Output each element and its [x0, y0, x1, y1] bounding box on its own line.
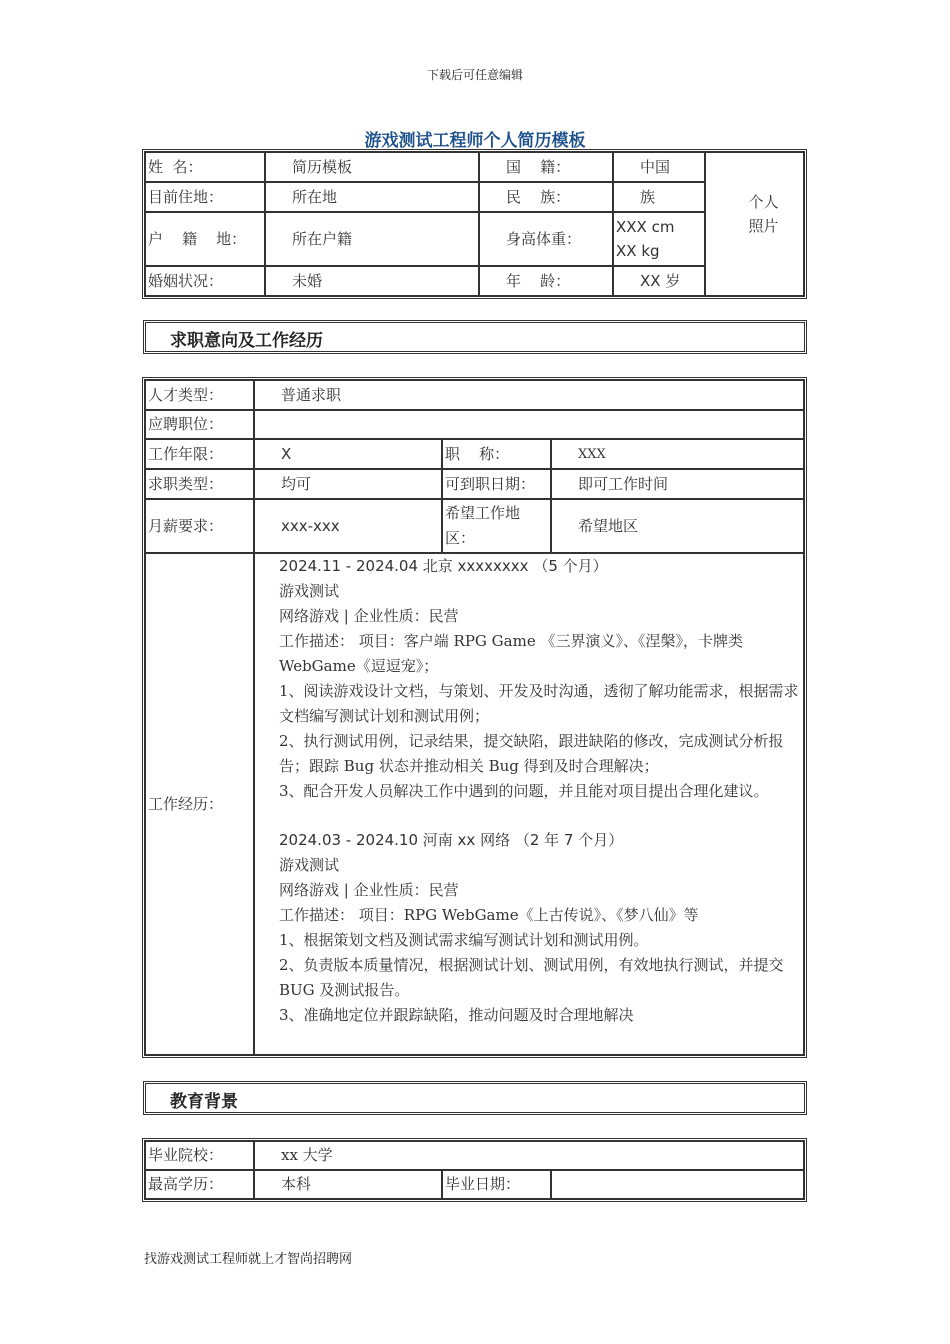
- exp1-item-2: 2、执行测试用例，记录结果，提交缺陷，跟进缺陷的修改，完成测试分析报告；跟踪 Bug 状态并推动相关 Bug 得到及时合理解决；: [279, 732, 784, 775]
- name-value: 简历模板: [265, 152, 479, 182]
- position-label: 应聘职位：: [145, 410, 254, 439]
- ethnicity-value: 族: [613, 182, 705, 212]
- height-weight-label: 身高体重：: [479, 212, 613, 266]
- exp1-item-1: 1、阅读游戏设计文档，与策划、开发及时沟通，透彻了解功能需求，根据需求文档编写测试计划和测试用例；: [279, 682, 799, 725]
- job-type-label: 求职类型：: [145, 469, 254, 499]
- weight-value: XX kg: [616, 242, 660, 260]
- school-label: 毕业院校：: [145, 1141, 254, 1170]
- name-label: 姓 名：: [145, 152, 265, 182]
- personal-info-table: [142, 149, 807, 299]
- grad-date-label: 毕业日期：: [442, 1170, 551, 1199]
- section-job-title: 求职意向及工作经历: [170, 331, 323, 351]
- location-label: 希望工作地区：: [442, 499, 551, 553]
- header-note: 下载后可任意编辑: [426, 68, 523, 82]
- nationality-value: 中国: [613, 152, 705, 182]
- talent-type-value: 普通求职: [254, 380, 804, 410]
- exp2-header: 2024.03 - 2024.10 河南 xx 网络 （2 年 7 个月）: [279, 831, 624, 849]
- location-value: 希望地区: [551, 499, 804, 553]
- grad-date-value: [551, 1170, 804, 1199]
- degree-label: 最高学历：: [145, 1170, 254, 1199]
- experience-content: [254, 553, 804, 1055]
- exp1-item-3: 3、配合开发人员解决工作中遇到的问题，并且能对项目提出合理化建议。: [279, 782, 769, 800]
- hukou-label: 户 籍 地：: [145, 212, 265, 266]
- salary-label: 月薪要求：: [145, 499, 254, 553]
- hukou-value: 所在户籍: [265, 212, 479, 266]
- start-date-value: 即可工作时间: [551, 469, 804, 499]
- title-label: 职 称：: [442, 439, 551, 469]
- experience-label: 工作经历：: [145, 553, 254, 1055]
- height-weight-value: [613, 212, 705, 266]
- exp1-desc: 工作描述： 项目：客户端 RPG Game 《三界演义》、《涅槃》，卡牌类 WebGame《逗逗宠》；: [279, 632, 743, 675]
- school-value: xx 大学: [254, 1141, 804, 1170]
- title-value: XXX: [551, 439, 804, 469]
- years-value: X: [254, 439, 442, 469]
- job-type-value: 均可: [254, 469, 442, 499]
- marital-value: 未婚: [265, 266, 479, 296]
- start-date-label: 可到职日期：: [442, 469, 551, 499]
- exp2-item-3: 3、准确地定位并跟踪缺陷，推动问题及时合理地解决: [279, 1006, 634, 1024]
- residence-value: 所在地: [265, 182, 479, 212]
- exp1-role: 游戏测试: [279, 582, 340, 600]
- position-value: [254, 410, 804, 439]
- salary-value: xxx-xxx: [254, 499, 442, 553]
- age-label: 年 龄：: [479, 266, 613, 296]
- exp1-header: 2024.11 - 2024.04 北京 xxxxxxxx （5 个月）: [279, 557, 608, 575]
- exp2-role: 游戏测试: [279, 856, 340, 874]
- marital-label: 婚姻状况：: [145, 266, 265, 296]
- height-value: XXX cm: [616, 218, 675, 236]
- talent-type-label: 人才类型：: [145, 380, 254, 410]
- residence-label: 目前住地：: [145, 182, 265, 212]
- section-edu-header: [143, 1081, 807, 1115]
- exp2-item-1: 1、根据策划文档及测试需求编写测试计划和测试用例。: [279, 931, 649, 949]
- age-value: XX 岁: [613, 266, 705, 296]
- photo-placeholder: 个人 照片: [705, 152, 804, 296]
- footer-text: 找游戏测试工程师就上才智尚招聘网: [144, 1252, 353, 1267]
- exp1-company: 网络游戏 | 企业性质：民营: [279, 607, 459, 625]
- section-edu-title: 教育背景: [170, 1092, 238, 1112]
- job-table: [142, 377, 807, 1058]
- education-table: [142, 1138, 807, 1202]
- years-label: 工作年限：: [145, 439, 254, 469]
- section-job-header: [143, 320, 807, 354]
- page-title: 游戏测试工程师个人简历模板: [364, 131, 586, 151]
- exp2-item-2: 2、负责版本质量情况，根据测试计划、测试用例，有效地执行测试，并提交 BUG 及测试报告。: [279, 956, 784, 999]
- nationality-label: 国 籍：: [479, 152, 613, 182]
- exp2-desc: 工作描述： 项目：RPG WebGame《上古传说》、《梦八仙》等: [279, 906, 699, 924]
- degree-value: 本科: [254, 1170, 442, 1199]
- exp2-company: 网络游戏 | 企业性质：民营: [279, 881, 459, 899]
- ethnicity-label: 民 族：: [479, 182, 613, 212]
